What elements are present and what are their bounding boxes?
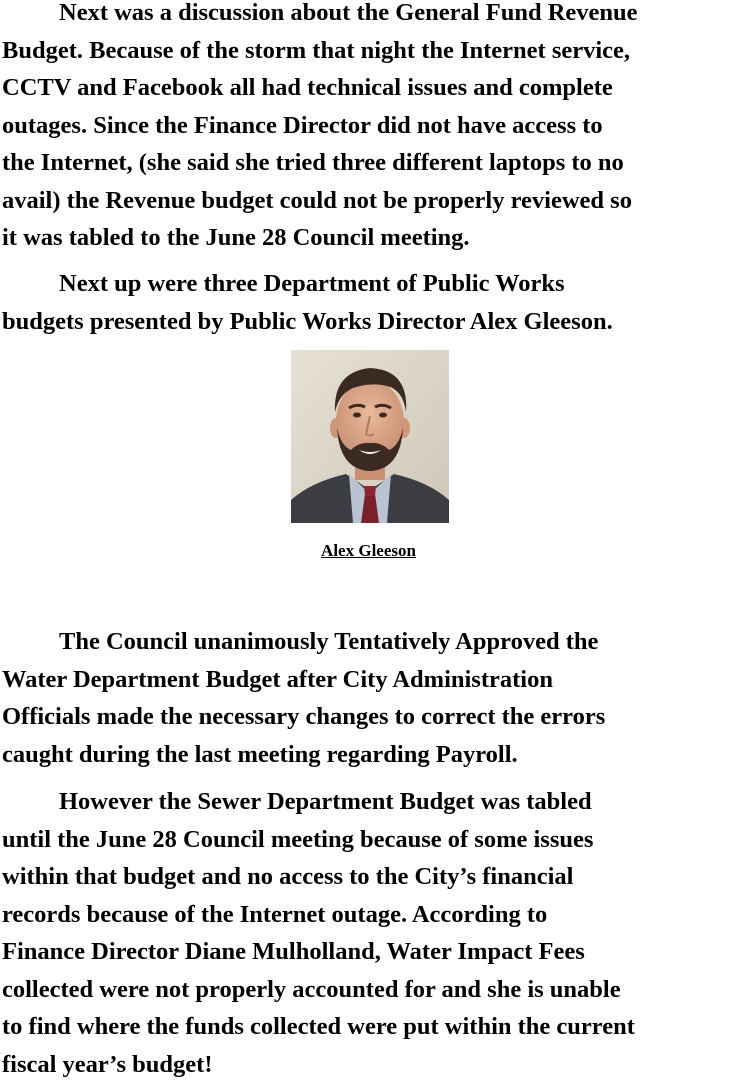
text-line: Finance Director Diane Mulholland, Water Impact Fees	[2, 933, 737, 971]
text-line: the Internet, (she said she tried three different laptops to no	[2, 144, 737, 182]
paragraph-water-department	[2, 623, 737, 773]
text-line: until the June 28 Council meeting because of some issues	[2, 821, 737, 859]
text-line: However the Sewer Department Budget was tabled	[2, 783, 737, 821]
text-line: Officials made the necessary changes to correct the errors	[2, 698, 737, 736]
text-line: CCTV and Facebook all had technical issues and complete	[2, 69, 737, 107]
text-line: to find where the funds collected were put within the current	[2, 1008, 737, 1046]
portrait-illustration	[291, 350, 449, 523]
text-line: collected were not properly accounted for and she is unable	[2, 971, 737, 1009]
text-line: it was tabled to the June 28 Council meeting.	[2, 219, 737, 257]
text-line: budgets presented by Public Works Director Alex Gleeson.	[2, 303, 737, 341]
text-line: Budget. Because of the storm that night the Internet service,	[2, 32, 737, 70]
text-line: The Council unanimously Tentatively Approved the	[2, 623, 737, 661]
text-line: Water Department Budget after City Administration	[2, 661, 737, 699]
text-line: outages. Since the Finance Director did not have access to	[2, 107, 737, 145]
text-line: Next up were three Department of Public Works	[2, 265, 737, 303]
paragraph-sewer-department	[2, 783, 737, 1083]
paragraph-revenue-budget	[2, 0, 737, 257]
paragraph-public-works	[2, 265, 737, 340]
portrait-photo	[291, 350, 449, 523]
text-line: Next was a discussion about the General Fund Revenue	[2, 0, 737, 32]
text-line: avail) the Revenue budget could not be properly reviewed so	[2, 182, 737, 220]
text-line: caught during the last meeting regarding Payroll.	[2, 736, 737, 774]
caption-text: Alex Gleeson	[321, 541, 416, 560]
text-line: records because of the Internet outage. According to	[2, 896, 737, 934]
photo-caption	[0, 541, 737, 561]
text-line: fiscal year’s budget!	[2, 1046, 737, 1083]
text-line: within that budget and no access to the City’s financial	[2, 858, 737, 896]
